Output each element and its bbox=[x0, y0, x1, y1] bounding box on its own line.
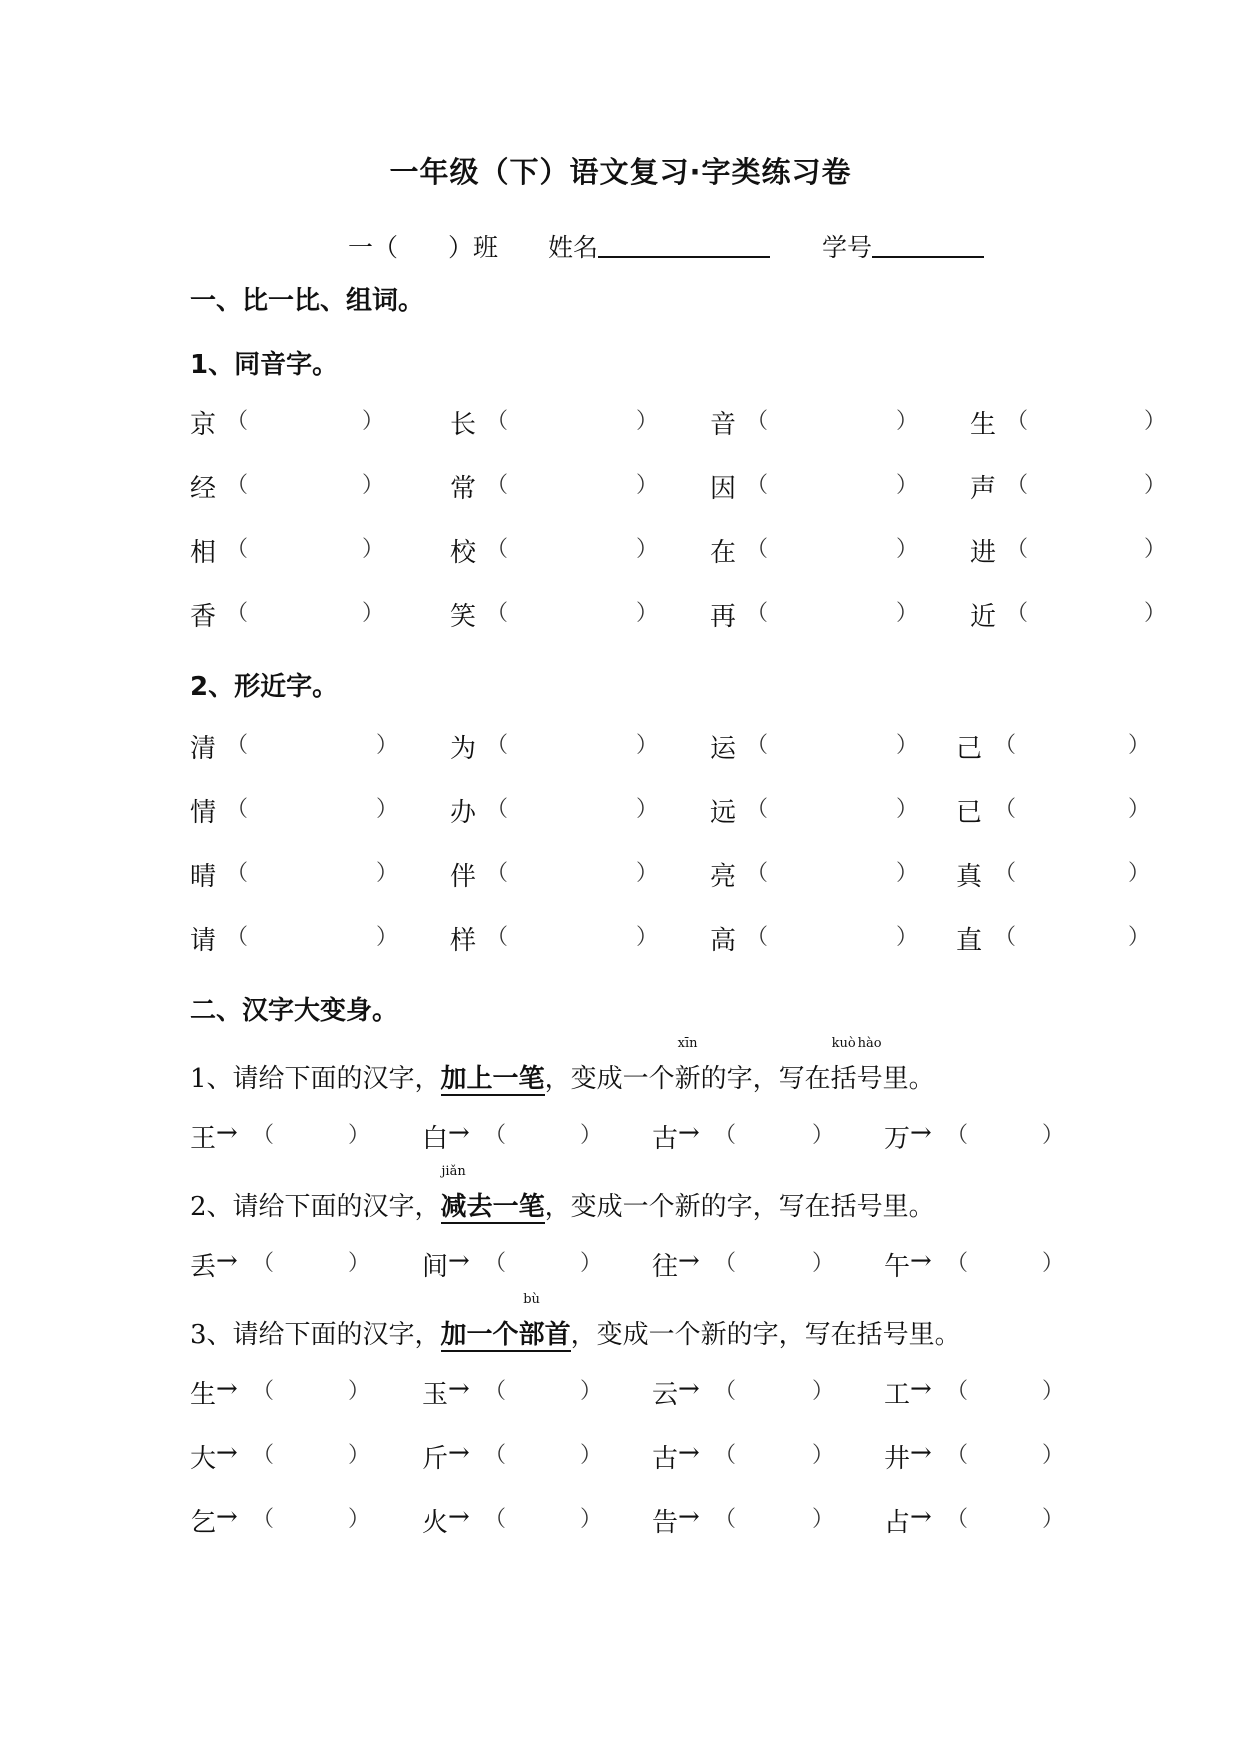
paren-open: （ bbox=[226, 733, 249, 758]
answer-blank[interactable] bbox=[972, 1438, 1038, 1472]
paren-close: ） bbox=[580, 1379, 603, 1404]
ruby-hao: hào 号 bbox=[856, 1036, 883, 1094]
page-title: 一年级（下）语文复习·字类练习卷 bbox=[389, 155, 852, 189]
paren-close: ） bbox=[362, 601, 385, 626]
arrow-icon: → bbox=[448, 1502, 470, 1532]
answer-blank[interactable] bbox=[740, 1118, 808, 1152]
source-char: 午 bbox=[884, 1252, 911, 1282]
exercise-char: 亮 bbox=[710, 862, 737, 892]
paren-close: ） bbox=[580, 1251, 603, 1276]
answer-blank[interactable] bbox=[512, 532, 632, 566]
source-char: 生 bbox=[190, 1380, 217, 1410]
paren-open: （ bbox=[946, 1251, 969, 1276]
source-char: 云 bbox=[652, 1380, 679, 1410]
paren-open: （ bbox=[226, 537, 249, 562]
answer-blank[interactable] bbox=[252, 920, 372, 954]
source-char: 乞 bbox=[190, 1508, 217, 1538]
answer-blank[interactable] bbox=[972, 1246, 1038, 1280]
arrow-icon: → bbox=[910, 1118, 932, 1148]
source-char: 王 bbox=[190, 1124, 217, 1154]
arrow-icon: → bbox=[910, 1502, 932, 1532]
exercise-row bbox=[0, 792, 1241, 832]
arrow-icon: → bbox=[678, 1374, 700, 1404]
answer-blank[interactable] bbox=[252, 404, 358, 438]
arrow-icon: → bbox=[910, 1374, 932, 1404]
paren-open: （ bbox=[714, 1507, 737, 1532]
exercise-char: 进 bbox=[970, 538, 997, 568]
paren-close: ） bbox=[636, 861, 659, 886]
source-char: 工 bbox=[884, 1380, 911, 1410]
exercise-char: 生 bbox=[970, 410, 997, 440]
arrow-icon: → bbox=[216, 1502, 238, 1532]
answer-blank[interactable] bbox=[740, 1438, 808, 1472]
source-char: 古 bbox=[652, 1444, 679, 1474]
paren-open: （ bbox=[746, 797, 769, 822]
exercise-char: 直 bbox=[956, 926, 983, 956]
arrow-icon: → bbox=[216, 1374, 238, 1404]
paren-open: （ bbox=[486, 925, 509, 950]
answer-blank[interactable] bbox=[278, 1374, 344, 1408]
paren-close: ） bbox=[376, 733, 399, 758]
answer-blank[interactable] bbox=[512, 468, 632, 502]
paren-open: （ bbox=[746, 409, 769, 434]
arrow-icon: → bbox=[448, 1438, 470, 1468]
answer-blank[interactable] bbox=[1020, 920, 1124, 954]
paren-open: （ bbox=[484, 1443, 507, 1468]
paren-close: ） bbox=[636, 409, 659, 434]
answer-blank[interactable] bbox=[278, 1502, 344, 1536]
paren-open: （ bbox=[714, 1123, 737, 1148]
transform-row bbox=[0, 1118, 1241, 1158]
q1-instruction: 1、请给下面的汉字，加上一笔，变成一个 xīn 新的字，写在 kuò 括 hào 号里。 bbox=[190, 1036, 935, 1094]
answer-blank[interactable] bbox=[252, 596, 358, 630]
paren-close: ） bbox=[896, 537, 919, 562]
transform-row bbox=[0, 1374, 1241, 1414]
paren-open: （ bbox=[486, 537, 509, 562]
exercise-char: 情 bbox=[190, 798, 217, 828]
q2-instruction: 2、请给下面的汉字， jiǎn 减去一笔，变成一个新的字，写在括号里。 bbox=[190, 1164, 935, 1222]
q3-emphasis: 加一个 bù 部首 bbox=[440, 1292, 571, 1350]
ruby-bu: bù 部 bbox=[518, 1292, 545, 1350]
answer-blank[interactable] bbox=[740, 1374, 808, 1408]
exercise-char: 真 bbox=[956, 862, 983, 892]
answer-blank[interactable] bbox=[972, 1118, 1038, 1152]
q3-instruction: 3、请给下面的汉字，加一个 bù 部首，变成一个新的字，写在括号里。 bbox=[190, 1292, 961, 1350]
paren-close: ） bbox=[896, 797, 919, 822]
answer-blank[interactable] bbox=[772, 728, 892, 762]
exercise-row bbox=[0, 468, 1241, 508]
exercise-char: 远 bbox=[710, 798, 737, 828]
paren-open: （ bbox=[484, 1123, 507, 1148]
id-label: 学号 bbox=[822, 228, 872, 264]
paren-close: ） bbox=[896, 925, 919, 950]
paren-open: （ bbox=[226, 409, 249, 434]
answer-blank[interactable] bbox=[512, 920, 632, 954]
paren-close: ） bbox=[636, 733, 659, 758]
paren-open: （ bbox=[226, 925, 249, 950]
paren-close: ） bbox=[1128, 733, 1151, 758]
paren-close: ） bbox=[1042, 1251, 1065, 1276]
answer-blank[interactable] bbox=[278, 1438, 344, 1472]
paren-close: ） bbox=[896, 473, 919, 498]
answer-blank[interactable] bbox=[1032, 596, 1140, 630]
exercise-row bbox=[0, 728, 1241, 768]
arrow-icon: → bbox=[678, 1118, 700, 1148]
paren-open: （ bbox=[486, 601, 509, 626]
exercise-row bbox=[0, 596, 1241, 636]
paren-open: （ bbox=[746, 925, 769, 950]
answer-blank[interactable] bbox=[252, 856, 372, 890]
paren-close: ） bbox=[812, 1379, 835, 1404]
paren-close: ） bbox=[896, 409, 919, 434]
paren-open: （ bbox=[252, 1507, 275, 1532]
exercise-char: 晴 bbox=[190, 862, 217, 892]
arrow-icon: → bbox=[910, 1246, 932, 1276]
paren-close: ） bbox=[348, 1251, 371, 1276]
exercise-row bbox=[0, 404, 1241, 444]
paren-close: ） bbox=[1042, 1379, 1065, 1404]
paren-close: ） bbox=[376, 797, 399, 822]
exercise-char: 为 bbox=[450, 734, 477, 764]
exercise-char: 长 bbox=[450, 410, 477, 440]
answer-blank[interactable] bbox=[512, 856, 632, 890]
name-label: 姓名 bbox=[548, 228, 598, 264]
exercise-char: 校 bbox=[450, 538, 477, 568]
exercise-char: 办 bbox=[450, 798, 477, 828]
exercise-char: 清 bbox=[190, 734, 217, 764]
paren-open: （ bbox=[1006, 473, 1029, 498]
q1-emphasis: 加上一笔 bbox=[440, 1064, 545, 1094]
paren-open: （ bbox=[714, 1443, 737, 1468]
paren-close: ） bbox=[1128, 797, 1151, 822]
paren-close: ） bbox=[636, 537, 659, 562]
paren-close: ） bbox=[1144, 537, 1167, 562]
paren-close: ） bbox=[580, 1507, 603, 1532]
exercise-row bbox=[0, 920, 1241, 960]
paren-open: （ bbox=[994, 925, 1017, 950]
source-char: 白 bbox=[422, 1124, 449, 1154]
paren-open: （ bbox=[226, 601, 249, 626]
source-char: 占 bbox=[884, 1508, 911, 1538]
arrow-icon: → bbox=[448, 1374, 470, 1404]
answer-blank[interactable] bbox=[252, 532, 358, 566]
source-char: 万 bbox=[884, 1124, 911, 1154]
paren-close: ） bbox=[636, 797, 659, 822]
section2-heading: 二、汉字大变身。 bbox=[190, 996, 399, 1026]
answer-blank[interactable] bbox=[512, 404, 632, 438]
paren-open: （ bbox=[484, 1507, 507, 1532]
answer-blank[interactable] bbox=[772, 404, 892, 438]
answer-blank[interactable] bbox=[252, 792, 372, 826]
transform-row bbox=[0, 1438, 1241, 1478]
paren-close: ） bbox=[580, 1443, 603, 1468]
paren-close: ） bbox=[1128, 925, 1151, 950]
source-char: 告 bbox=[652, 1508, 679, 1538]
source-char: 玉 bbox=[422, 1380, 449, 1410]
paren-close: ） bbox=[1042, 1123, 1065, 1148]
source-char: 井 bbox=[884, 1444, 911, 1474]
paren-close: ） bbox=[362, 537, 385, 562]
transform-row bbox=[0, 1246, 1241, 1286]
exercise-char: 京 bbox=[190, 410, 217, 440]
arrow-icon: → bbox=[678, 1246, 700, 1276]
answer-blank[interactable] bbox=[740, 1246, 808, 1280]
answer-blank[interactable] bbox=[1020, 856, 1124, 890]
exercise-char: 因 bbox=[710, 474, 737, 504]
paren-open: （ bbox=[946, 1123, 969, 1148]
paren-close: ） bbox=[1144, 473, 1167, 498]
transform-row bbox=[0, 1502, 1241, 1542]
exercise-char: 笑 bbox=[450, 602, 477, 632]
source-char: 往 bbox=[652, 1252, 679, 1282]
exercise-char: 近 bbox=[970, 602, 997, 632]
ruby-jian: jiǎn 减 bbox=[440, 1164, 467, 1222]
paren-close: ） bbox=[812, 1507, 835, 1532]
exercise-char: 香 bbox=[190, 602, 217, 632]
paren-open: （ bbox=[226, 861, 249, 886]
paren-close: ） bbox=[812, 1443, 835, 1468]
paren-open: （ bbox=[484, 1379, 507, 1404]
exercise-row bbox=[0, 856, 1241, 896]
paren-open: （ bbox=[994, 733, 1017, 758]
answer-blank[interactable] bbox=[510, 1374, 576, 1408]
exercise-char: 音 bbox=[710, 410, 737, 440]
arrow-icon: → bbox=[216, 1246, 238, 1276]
exercise-char: 声 bbox=[970, 474, 997, 504]
exercise-char: 在 bbox=[710, 538, 737, 568]
paren-open: （ bbox=[252, 1123, 275, 1148]
exercise-char: 己 bbox=[956, 734, 983, 764]
paren-open: （ bbox=[486, 797, 509, 822]
class-label-prefix: 一（ bbox=[348, 233, 399, 262]
exercise-char: 已 bbox=[956, 798, 983, 828]
exercise-char: 运 bbox=[710, 734, 737, 764]
paren-close: ） bbox=[1128, 861, 1151, 886]
source-char: 古 bbox=[652, 1124, 679, 1154]
answer-blank[interactable] bbox=[278, 1118, 344, 1152]
paren-close: ） bbox=[362, 409, 385, 434]
answer-blank[interactable] bbox=[510, 1118, 576, 1152]
arrow-icon: → bbox=[678, 1438, 700, 1468]
exercise-row bbox=[0, 532, 1241, 572]
paren-open: （ bbox=[252, 1379, 275, 1404]
exercise-char: 经 bbox=[190, 474, 217, 504]
answer-blank[interactable] bbox=[772, 792, 892, 826]
student-info bbox=[0, 228, 1241, 268]
arrow-icon: → bbox=[216, 1438, 238, 1468]
paren-close: ） bbox=[362, 473, 385, 498]
paren-open: （ bbox=[994, 797, 1017, 822]
paren-open: （ bbox=[1006, 409, 1029, 434]
paren-close: ） bbox=[1144, 409, 1167, 434]
answer-blank[interactable] bbox=[1020, 792, 1124, 826]
paren-close: ） bbox=[636, 925, 659, 950]
name-blank[interactable] bbox=[598, 228, 770, 258]
paren-close: ） bbox=[580, 1123, 603, 1148]
answer-blank[interactable] bbox=[972, 1502, 1038, 1536]
paren-open: （ bbox=[746, 601, 769, 626]
paren-open: （ bbox=[746, 473, 769, 498]
paren-close: ） bbox=[348, 1443, 371, 1468]
source-char: 火 bbox=[422, 1508, 449, 1538]
paren-open: （ bbox=[486, 861, 509, 886]
paren-open: （ bbox=[486, 473, 509, 498]
answer-blank[interactable] bbox=[512, 728, 632, 762]
paren-close: ） bbox=[812, 1123, 835, 1148]
paren-open: （ bbox=[714, 1251, 737, 1276]
exercise-char: 常 bbox=[450, 474, 477, 504]
source-char: 丢 bbox=[190, 1252, 217, 1282]
arrow-icon: → bbox=[216, 1118, 238, 1148]
answer-blank[interactable] bbox=[1032, 404, 1140, 438]
paren-open: （ bbox=[252, 1251, 275, 1276]
paren-close: ） bbox=[376, 925, 399, 950]
paren-close: ） bbox=[896, 733, 919, 758]
answer-blank[interactable] bbox=[278, 1246, 344, 1280]
exercise-char: 样 bbox=[450, 926, 477, 956]
paren-open: （ bbox=[946, 1443, 969, 1468]
class-label-suffix: ）班 bbox=[448, 233, 499, 262]
arrow-icon: → bbox=[910, 1438, 932, 1468]
paren-close: ） bbox=[812, 1251, 835, 1276]
answer-blank[interactable] bbox=[1032, 468, 1140, 502]
ruby-kuo: kuò 括 bbox=[830, 1036, 857, 1094]
answer-blank[interactable] bbox=[772, 920, 892, 954]
paren-close: ） bbox=[348, 1507, 371, 1532]
exercise-char: 再 bbox=[710, 602, 737, 632]
exercise-char: 伴 bbox=[450, 862, 477, 892]
paren-open: （ bbox=[714, 1379, 737, 1404]
paren-close: ） bbox=[376, 861, 399, 886]
source-char: 间 bbox=[422, 1252, 449, 1282]
paren-open: （ bbox=[946, 1379, 969, 1404]
paren-close: ） bbox=[348, 1123, 371, 1148]
paren-open: （ bbox=[746, 537, 769, 562]
answer-blank[interactable] bbox=[1020, 728, 1124, 762]
answer-blank[interactable] bbox=[772, 596, 892, 630]
exercise-char: 高 bbox=[710, 926, 737, 956]
answer-blank[interactable] bbox=[972, 1374, 1038, 1408]
answer-blank[interactable] bbox=[1032, 532, 1140, 566]
answer-blank[interactable] bbox=[510, 1438, 576, 1472]
paren-open: （ bbox=[226, 797, 249, 822]
paren-open: （ bbox=[946, 1507, 969, 1532]
answer-blank[interactable] bbox=[252, 728, 372, 762]
paren-open: （ bbox=[484, 1251, 507, 1276]
paren-open: （ bbox=[746, 733, 769, 758]
answer-blank[interactable] bbox=[772, 856, 892, 890]
paren-open: （ bbox=[252, 1443, 275, 1468]
id-blank[interactable] bbox=[872, 228, 984, 258]
source-char: 斤 bbox=[422, 1444, 449, 1474]
paren-close: ） bbox=[636, 473, 659, 498]
arrow-icon: → bbox=[448, 1118, 470, 1148]
paren-open: （ bbox=[1006, 537, 1029, 562]
paren-open: （ bbox=[994, 861, 1017, 886]
q2-emphasis: jiǎn 减去一笔 bbox=[440, 1164, 545, 1222]
paren-open: （ bbox=[486, 733, 509, 758]
paren-close: ） bbox=[1042, 1507, 1065, 1532]
answer-blank[interactable] bbox=[772, 532, 892, 566]
part2-heading: 2、形近字。 bbox=[190, 672, 339, 702]
answer-blank[interactable] bbox=[510, 1502, 576, 1536]
paren-close: ） bbox=[348, 1379, 371, 1404]
paren-close: ） bbox=[1144, 601, 1167, 626]
answer-blank[interactable] bbox=[772, 468, 892, 502]
ruby-xin: xīn 新 bbox=[674, 1036, 701, 1094]
arrow-icon: → bbox=[448, 1246, 470, 1276]
answer-blank[interactable] bbox=[512, 792, 632, 826]
paren-open: （ bbox=[746, 861, 769, 886]
section1-heading: 一、比一比、组词。 bbox=[190, 286, 425, 316]
part1-heading: 1、同音字。 bbox=[190, 350, 339, 380]
exercise-char: 请 bbox=[190, 926, 217, 956]
answer-blank[interactable] bbox=[510, 1246, 576, 1280]
arrow-icon: → bbox=[678, 1502, 700, 1532]
source-char: 大 bbox=[190, 1444, 217, 1474]
answer-blank[interactable] bbox=[512, 596, 632, 630]
exercise-char: 相 bbox=[190, 538, 217, 568]
paren-open: （ bbox=[486, 409, 509, 434]
answer-blank[interactable] bbox=[740, 1502, 808, 1536]
answer-blank[interactable] bbox=[252, 468, 358, 502]
paren-close: ） bbox=[896, 861, 919, 886]
paren-close: ） bbox=[896, 601, 919, 626]
paren-open: （ bbox=[226, 473, 249, 498]
paren-close: ） bbox=[636, 601, 659, 626]
paren-close: ） bbox=[1042, 1443, 1065, 1468]
paren-open: （ bbox=[1006, 601, 1029, 626]
